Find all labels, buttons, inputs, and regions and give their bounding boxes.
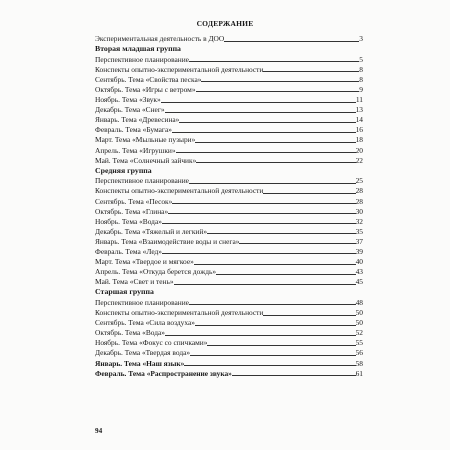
toc-entry-page: 48: [355, 297, 363, 307]
toc-leader-line: [190, 355, 356, 356]
toc-leader-line: [239, 243, 355, 244]
toc-entry: [95, 328, 363, 338]
toc-entry-page: 13: [355, 105, 363, 115]
toc-leader-line: [172, 132, 356, 133]
toc-leader-line: [184, 365, 355, 366]
toc-entry-page: 50: [355, 318, 363, 328]
toc-group-heading: [95, 166, 363, 177]
toc-entry: [95, 95, 363, 105]
toc-entry: [95, 217, 363, 227]
toc-entry-page: 61: [355, 368, 363, 378]
toc-entry-label: Ноябрь. Тема «Фокус со спичками»: [95, 338, 208, 348]
toc-entry-label: Перспективное планирование: [95, 297, 189, 307]
toc-entry: [95, 308, 363, 318]
toc-leader-line: [194, 264, 356, 265]
toc-entry-label: Декабрь. Тема «Тяжелый и легкий»: [95, 226, 208, 236]
toc-entry-page: 56: [355, 348, 363, 358]
toc-entry: [95, 55, 363, 65]
toc-group-label: Вторая младшая группа: [95, 44, 181, 54]
toc-leader-line: [189, 61, 359, 62]
toc-entry-label: Октябрь. Тема «Игры с ветром»: [95, 84, 196, 94]
toc-leader-line: [162, 253, 356, 254]
toc-entry: [95, 146, 363, 156]
toc-entry: [95, 75, 363, 85]
toc-entry: [95, 247, 363, 257]
toc-leader-line: [201, 81, 359, 82]
toc-entry-page: 28: [355, 186, 363, 196]
toc-entry-page: 43: [355, 267, 363, 277]
toc-group-label: Старшая группа: [95, 287, 154, 297]
toc-entry: [95, 359, 363, 369]
toc-entry: [95, 338, 363, 348]
toc-entry-label: Февраль. Тема «Распространение звука»: [95, 368, 232, 378]
toc-leader-line: [189, 183, 356, 184]
toc-entry: [95, 115, 363, 125]
toc-entry-label: Декабрь. Тема «Снег»: [95, 105, 165, 115]
toc-entry-page: 39: [355, 246, 363, 256]
toc-leader-line: [168, 213, 355, 214]
toc-entry: [95, 85, 363, 95]
toc-entry-page: 9: [359, 84, 363, 94]
toc-entry: [95, 176, 363, 186]
toc-leader-line: [263, 71, 359, 72]
toc-entry-page: 58: [355, 358, 363, 368]
toc-entry-page: 50: [355, 308, 363, 318]
toc-entry-page: 16: [355, 125, 363, 135]
toc-leader-line: [263, 315, 355, 316]
toc-entry-label: Ноябрь. Тема «Звук»: [95, 95, 161, 105]
toc-entry-page: 8: [359, 64, 363, 74]
toc-entry-page: 5: [359, 54, 363, 64]
toc-entry: [95, 207, 363, 217]
toc-entry-page: 18: [355, 135, 363, 145]
toc-leader-line: [195, 142, 355, 143]
toc-leader-line: [207, 345, 355, 346]
toc-entry-label: Январь. Тема «Древесина»: [95, 115, 180, 125]
toc-entry: [95, 65, 363, 75]
toc-group-label: Средняя группа: [95, 165, 152, 175]
toc-leader-line: [162, 223, 356, 224]
toc-entry-label: Февраль. Тема «Бумага»: [95, 125, 172, 135]
toc-entry-label: Сентябрь. Тема «Свойства песка»: [95, 74, 202, 84]
toc-leader-line: [165, 335, 356, 336]
toc-entry-label: Октябрь. Тема «Вода»: [95, 328, 165, 338]
toc-entry-page: 20: [355, 145, 363, 155]
toc-entry-label: Апрель. Тема «Откуда берется дождь»: [95, 267, 217, 277]
toc-entry-label: Февраль. Тема «Лед»: [95, 246, 162, 256]
toc-leader-line: [224, 41, 359, 42]
toc-entry: [95, 125, 363, 135]
toc-entry-page: 28: [355, 196, 363, 206]
toc-entry-page: 32: [355, 216, 363, 226]
toc-entry-label: Октябрь. Тема «Глина»: [95, 206, 169, 216]
toc-entry-label: Апрель. Тема «Игрушки»: [95, 145, 176, 155]
toc-entry-label: Январь. Тема «Наш язык»: [95, 358, 185, 368]
toc-entry: [95, 197, 363, 207]
toc-entry: [95, 237, 363, 247]
toc-entry: [95, 135, 363, 145]
toc-entry-page: 14: [355, 115, 363, 125]
toc-entry-label: Декабрь. Тема «Твердая вода»: [95, 348, 191, 358]
toc-leader-line: [172, 203, 355, 204]
toc-leader-line: [196, 91, 360, 92]
toc-group-heading: [95, 44, 363, 55]
toc-entry-label: Экспериментальная деятельность в ДОО: [95, 34, 225, 43]
toc-leader-line: [207, 233, 356, 234]
toc-group-heading: [95, 287, 363, 298]
toc-entry: [95, 186, 363, 196]
toc-entry-label: Конспекты опытно-экспериментальной деятельности: [95, 64, 264, 74]
toc-entry-label: Конспекты опытно-экспериментальной деятельности: [95, 186, 264, 196]
toc-entry-page: 22: [355, 155, 363, 165]
toc-leader-line: [174, 284, 356, 285]
toc-entry: [95, 277, 363, 287]
toc-entry: [95, 34, 363, 44]
toc-entry-page: 30: [355, 206, 363, 216]
toc-entry-page: 25: [355, 176, 363, 186]
toc-entry: [95, 257, 363, 267]
toc-entry-page: 37: [355, 236, 363, 246]
toc-entry: [95, 298, 363, 308]
toc-entry-page: 3: [359, 34, 363, 43]
toc-entry-label: Март. Тема «Твердое и мягкое»: [95, 257, 194, 267]
toc-entry-label: Сентябрь. Тема «Песок»: [95, 196, 173, 206]
toc-leader-line: [189, 304, 356, 305]
toc-entry: [95, 267, 363, 277]
toc-entry-label: Ноябрь. Тема «Вода»: [95, 216, 162, 226]
table-of-contents: [95, 34, 363, 379]
toc-leader-line: [232, 375, 356, 376]
toc-entry-label: Конспекты опытно-экспериментальной деятельности: [95, 308, 264, 318]
page-number: 94: [95, 427, 103, 435]
toc-leader-line: [263, 193, 355, 194]
page-title: СОДЕРЖАНИЕ: [196, 19, 254, 28]
toc-entry-page: 45: [355, 277, 363, 287]
toc-leader-line: [176, 152, 356, 153]
toc-leader-line: [196, 162, 355, 163]
toc-entry-label: Май. Тема «Солнечный зайчик»: [95, 155, 197, 165]
toc-entry-label: Январь. Тема «Взаимодействие воды и снега»: [95, 236, 240, 246]
toc-entry: [95, 156, 363, 166]
toc-entry: [95, 105, 363, 115]
toc-entry-page: 35: [355, 226, 363, 236]
toc-entry-page: 40: [355, 257, 363, 267]
toc-entry-label: Перспективное планирование: [95, 54, 189, 64]
toc-entry-page: 52: [355, 328, 363, 338]
toc-entry: [95, 348, 363, 358]
toc-entry: [95, 369, 363, 379]
toc-entry: [95, 318, 363, 328]
toc-entry-label: Март. Тема «Мыльные пузыри»: [95, 135, 196, 145]
toc-leader-line: [165, 112, 356, 113]
toc-leader-line: [216, 274, 355, 275]
toc-leader-line: [179, 122, 355, 123]
toc-entry-label: Май. Тема «Свет и тень»: [95, 277, 174, 287]
toc-entry-page: 8: [359, 74, 363, 84]
toc-entry-page: 11: [355, 95, 363, 105]
toc-entry-page: 55: [355, 338, 363, 348]
toc-entry-label: Перспективное планирование: [95, 176, 189, 186]
toc-entry: [95, 227, 363, 237]
toc-leader-line: [195, 325, 356, 326]
toc-entry-label: Сентябрь. Тема «Сила воздуха»: [95, 318, 195, 328]
toc-leader-line: [161, 102, 356, 103]
